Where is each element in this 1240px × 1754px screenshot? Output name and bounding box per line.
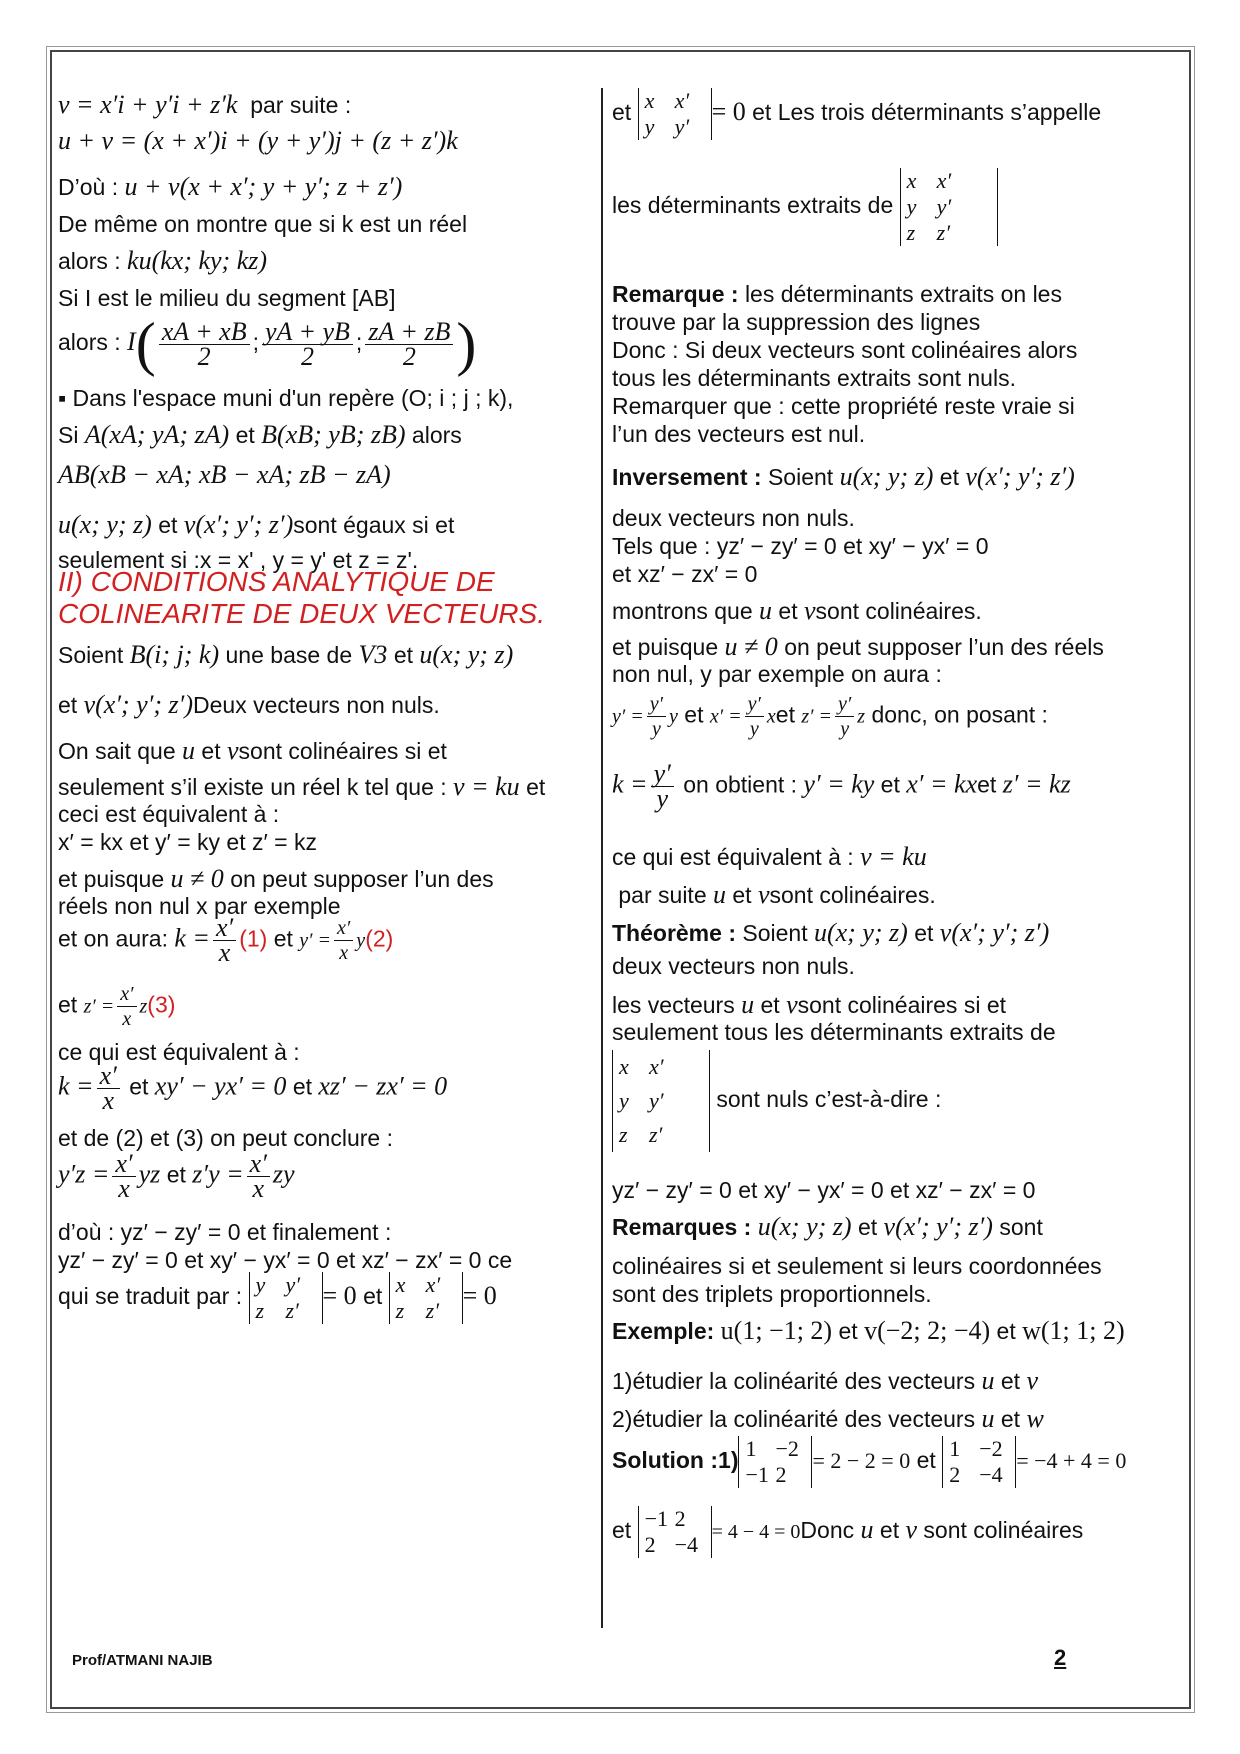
line-dou: D’où : u + v(x + x′; y + y′; z + z′) [58, 172, 403, 201]
page-number: 2 [1054, 1645, 1067, 1670]
line-solution: Solution :1) 1 −2 −1 2= 2 − 2 = 0 et 1 −2 2 −4= −4 + 4 = 0 [612, 1436, 1127, 1487]
line-tels-que: Tels que : yz′ − zy′ = 0 et xy′ − yx′ = 0 [612, 533, 989, 559]
determinant-yz: y y′ z z′ [249, 1272, 323, 1324]
line-milieu: Si I est le milieu du segment [AB] [58, 285, 396, 311]
section-title-2: COLINEARITE DE DEUX VECTEURS. [58, 598, 545, 629]
line-et-xz: et xz′ − zx′ = 0 [612, 561, 758, 587]
line-reels: réels non nul x par exemple [58, 893, 341, 919]
line-theoreme: Théorème : Soient u(x; y; z) et v(x′; y′; z′) [612, 918, 1050, 947]
line-conclusion: et −1 2 2 −4 = 4 − 4 = 0Donc u et v sont colinéaires [612, 1506, 1084, 1557]
line-donc: Donc : Si deux vecteurs sont colinéaires alors [612, 337, 1078, 363]
line-question-1: 1)étudier la colinéarité des vecteurs u et v [612, 1366, 1038, 1395]
author-footer: Prof/ATMANI NAJIB [72, 1652, 213, 1669]
line-de-meme: De même on montre que si k est un réel [58, 211, 468, 237]
line-question-2: 2)étudier la colinéarité des vecteurs u et w [612, 1404, 1044, 1433]
column-divider [601, 88, 603, 1628]
line-reel-k: seulement s’il existe un réel k tel que : v = ku et [58, 772, 546, 801]
line-traduit: qui se traduit par : y y′ z z′= 0 et x x′ z z′= 0 [58, 1272, 497, 1323]
line-inversement: Inversement : Soient u(x; y; z) et v(x′; y′; z′) [612, 462, 1075, 491]
line-k-pose: k = $\frac{y'}{y}$ on obtient : y′ = ky et x′ = kxet z′ = kz [612, 759, 1071, 813]
line-montrons: montrons que u et vsont colinéaires. [612, 596, 982, 625]
line-dou-yz: d’où : yz′ − zy′ = 0 et finalement : [58, 1219, 392, 1245]
frac-k: $\frac{x'}{x}$ [213, 916, 236, 965]
line-ku: alors : ku(kx; ky; kz) [58, 246, 268, 275]
line-colineaires-ssi: colinéaires si et seulement si leurs coordonnées [612, 1253, 1102, 1279]
line-non-nul-y: non nul, y par exemple on aura : [612, 661, 942, 687]
determinant-xy: x x′ y y′ [638, 88, 712, 140]
line-det-xy: et x x′ y y′= 0 et Les trois déterminants s’appelle [612, 88, 1102, 139]
line-z-prime: et z′ = $\frac{x'}{x}$ z(3) [58, 983, 176, 1030]
line-seulement-tous: seulement tous les déterminants extraits de [612, 1019, 1056, 1045]
line-puisque-r: et puisque u ≠ 0 on peut supposer l’un des réels [612, 632, 1104, 661]
line-deux-non-nuls: deux vecteurs non nuls. [612, 953, 855, 979]
line-points: Si A(xA; yA; zA) et B(xB; yB; zB) alors [58, 420, 462, 449]
line-k-equiv: k = $\frac{x'}{x}$ et xy′ − yx′ = 0 et xz′ − zx′ = 0 [58, 1061, 448, 1115]
line-les-vecteurs: les vecteurs u et vsont colinéaires si et [612, 990, 1007, 1019]
line-conditions: yz′ − zy′ = 0 et xy′ − yx′ = 0 et xz′ − zx′ = 0 [612, 1177, 1036, 1203]
line-exemple: Exemple: u(1; −1; 2) et v(−2; 2; −4) et w(1; 1; 2) [612, 1316, 1125, 1345]
frac-x: $\frac{xA + xB}{2}$ [159, 320, 250, 369]
determinant-sol-3: −1 2 2 −4 [638, 1506, 712, 1558]
line-finalement: yz′ − zy′ = 0 et xy′ − yx′ = 0 et xz′ − zx′ = 0 ce [58, 1247, 513, 1273]
line-remarques: Remarques : u(x; y; z) et v(x′; y′; z′) sont [612, 1212, 1043, 1241]
line-non-nuls: et v(x′; y′; z′)Deux vecteurs non nuls. [58, 690, 440, 719]
line-ce-qui: ce qui est équivalent à : [58, 1039, 300, 1065]
line-egaux: u(x; y; z) et v(x′; y′; z′)sont égaux si et [58, 510, 455, 539]
line-triplets: sont des triplets proportionnels. [612, 1281, 932, 1307]
line-kx: x′ = kx et y′ = ky et z′ = kz [58, 829, 317, 855]
line-on-sait: On sait que u et vsont colinéaires si et [58, 736, 447, 765]
matrix-xyz: x x′ y y′ z z′ [900, 168, 998, 246]
determinant-sol-1: 1 −2 −1 2 [738, 1436, 812, 1488]
line-extraits: les déterminants extraits de x x′ y y′ z z′ [612, 168, 998, 246]
line-y-prime: y′ = $\frac{y'}{y}$ y et x′ = $\frac{y'}{y}$ xet z′ = $\frac{y'}{y}$ z donc, on posant : [612, 693, 1048, 740]
determinant-xz: x x′ z z′ [389, 1272, 463, 1324]
frac-y: $\frac{yA + yB}{2}$ [262, 320, 353, 369]
line-remarquer: Remarquer que : cette propriété reste vraie si [612, 393, 1075, 419]
line-v-def: v = x′i + y′i + z′k par suite : [58, 90, 352, 119]
line-sum: u + v = (x + x′)i + (y + y′)j + (z + z′)k [58, 126, 458, 155]
line-conclure: et de (2) et (3) on peut conclure : [58, 1125, 393, 1151]
line-nul: l’un des vecteurs est nul. [612, 421, 866, 447]
line-puisque: et puisque u ≠ 0 on peut supposer l’un des [58, 864, 494, 893]
section-title-1: II) CONDITIONS ANALYTIQUE DE [58, 566, 495, 597]
determinant-sol-2: 1 −2 2 −4 [942, 1436, 1016, 1488]
line-ab: AB(xB − xA; xB − xA; zB − zA) [58, 460, 391, 489]
line-seulement: seulement si :x = x' , y = y' et z = z'. [58, 547, 419, 573]
line-remarque: Remarque : les déterminants extraits on les [612, 281, 1062, 307]
line-midpoint: alors : I( $\frac{xA + xB}{2}$ ; $\frac{yA + yB}{2}$ ; $\frac{zA + zB}{2}$ ) [58, 311, 477, 377]
line-repere: ▪ Dans l'espace muni d'un repère (O; i ; j ; k), [58, 385, 514, 411]
line-deux-vecteurs: deux vecteurs non nuls. [612, 505, 855, 531]
line-par-suite: par suite u et vsont colinéaires. [618, 880, 936, 909]
line-trouve: trouve par la suppression des lignes [612, 309, 981, 335]
line-on-aura: et on aura: k = $\frac{x'}{x}$ (1) et y′ = $\frac{x'}{x}$ y(2) [58, 913, 394, 967]
frac-z: $\frac{zA + zB}{2}$ [365, 320, 453, 369]
line-tous: tous les déterminants extraits sont nuls. [612, 365, 1016, 391]
line-soient: Soient B(i; j; k) une base de V3 et u(x; y; z) [58, 640, 514, 669]
line-yz: y′z = $\frac{x'}{x}$ yz et z′y = $\frac{x'}{x}$ zy [58, 1149, 295, 1203]
line-equivalent: ceci est équivalent à : [58, 801, 280, 827]
matrix-xyz-theorem: x x′ y y′ z z′ [612, 1050, 710, 1152]
line-equivalent-r: ce qui est équivalent à : v = ku [612, 842, 927, 871]
line-sont-nuls: x x′ y y′ z z′ sont nuls c’est-à-dire : [612, 1050, 941, 1152]
